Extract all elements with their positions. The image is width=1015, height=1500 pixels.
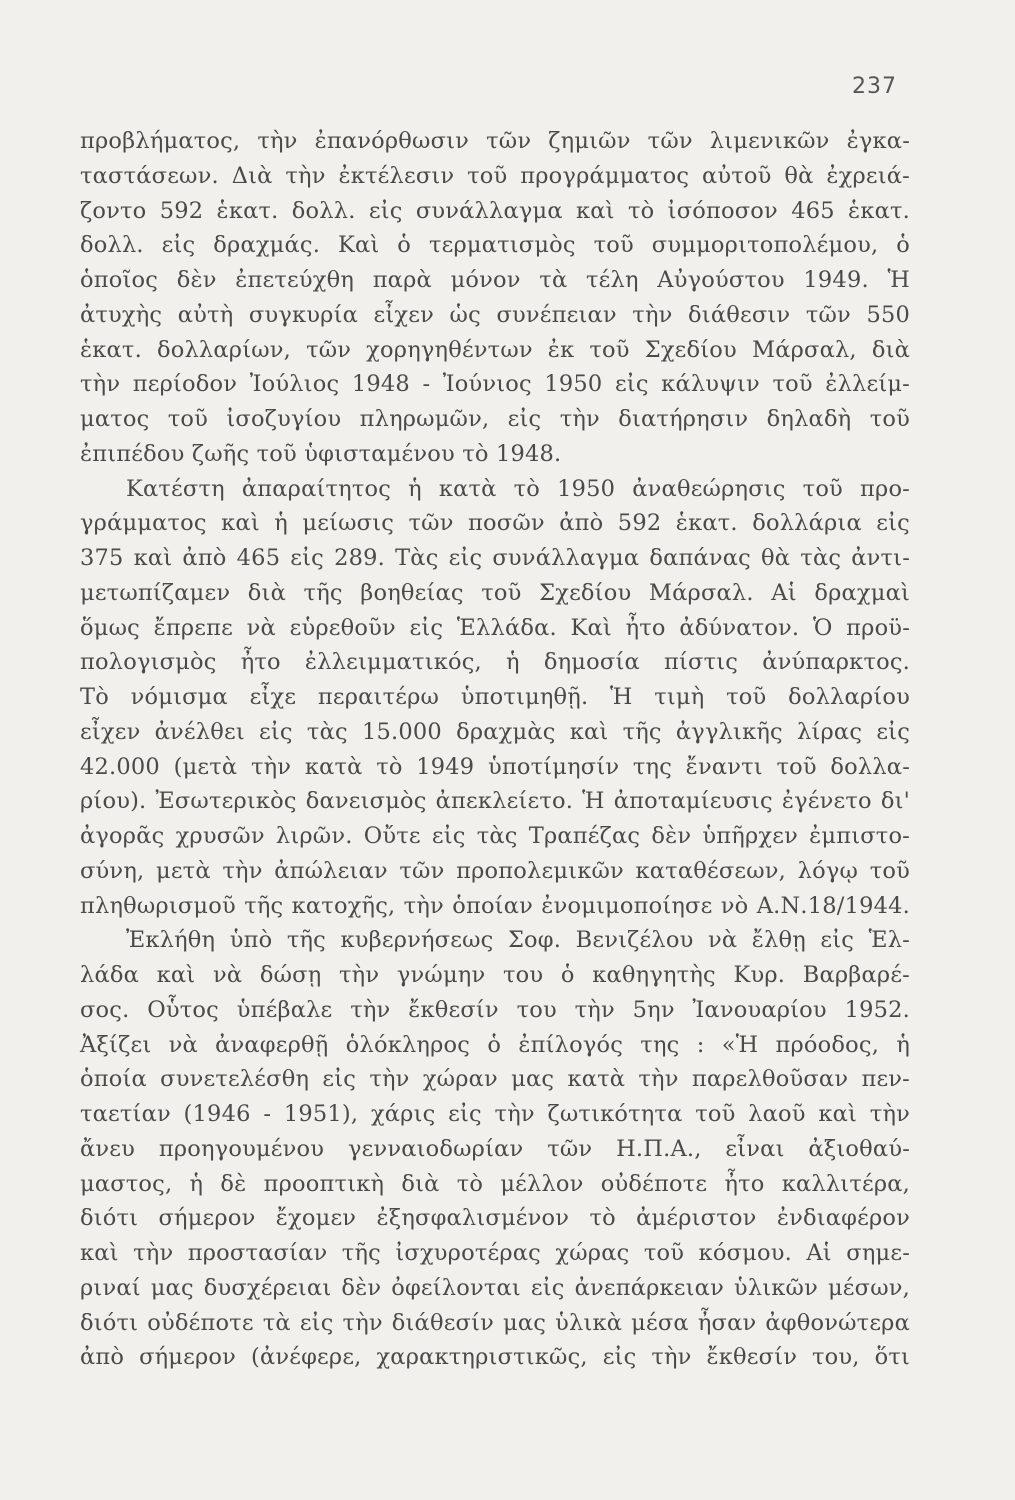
text-line: Τὸ νόμισμα εἶχε περαιτέρω ὑποτιμηθῇ. Ἡ τιμὴ τοῦ δολλαρίου xyxy=(80,684,910,710)
text-line: ὁποία συνετελέσθη εἰς τὴν χώραν μας κατὰ τὴν παρελθοῦσαν πεν- xyxy=(80,1066,910,1093)
text-line: σύνη, μετὰ τὴν ἀπώλειαν τῶν προπολεμικῶν καταθέσεων, λόγῳ τοῦ xyxy=(80,857,910,884)
text-line: μετωπίζαμεν διὰ τῆς βοηθείας τοῦ Σχεδίου Μάρσαλ. Αἱ δραχμαὶ xyxy=(80,579,910,606)
text-line: σος. Οὗτος ὑπέβαλε τὴν ἔκθεσίν του τὴν 5ην Ἰανουαρίου 1952. xyxy=(80,996,910,1023)
text-line: ἀγορᾶς χρυσῶν λιρῶν. Οὔτε εἰς τὰς Τραπέζας δὲν ὑπῆρχεν ἐμπιστο- xyxy=(80,823,910,849)
text-line: γράμματος καὶ ἡ μείωσις τῶν ποσῶν ἀπὸ 592 ἑκατ. δολλάρια εἰς xyxy=(80,510,910,537)
text-line: πληθωρισμοῦ τῆς κατοχῆς, τὴν ὁποίαν ἐνομιμοποίησε νὸ Α.Ν.18/1944. xyxy=(80,892,910,919)
text-line: τὴν περίοδον Ἰούλιος 1948 - Ἰούνιος 1950 εἰς κάλυψιν τοῦ ἐλλείμ- xyxy=(80,371,910,398)
text-line: 375 καὶ ἀπὸ 465 εἰς 289. Τὰς εἰς συνάλλαγμα δαπάνας θὰ τὰς ἀντι- xyxy=(80,545,910,571)
text-line: ἐπιπέδου ζωῆς τοῦ ὑφισταμένου τὸ 1948. xyxy=(80,440,562,467)
text-line: Κατέστη ἀπαραίτητος ἡ κατὰ τὸ 1950 ἀναθεώρησις τοῦ προ- xyxy=(126,475,910,502)
page-number: 237 xyxy=(852,74,897,99)
text-line: ματος τοῦ ἰσοζυγίου πληρωμῶν, εἰς τὴν διατήρησιν δηλαδὴ τοῦ xyxy=(80,406,910,432)
text-line: Ἐκλήθη ὑπὸ τῆς κυβερνήσεως Σοφ. Βενιζέλου νὰ ἔλθῃ εἰς Ἑλ- xyxy=(126,927,910,954)
text-line: δολλ. εἰς δραχμάς. Καὶ ὁ τερματισμὸς τοῦ συμμοριτοπολέμου, ὁ xyxy=(80,232,910,259)
text-line: Ἀξίζει νὰ ἀναφερθῇ ὁλόκληρος ὁ ἐπίλογός της : «Ἡ πρόοδος, ἡ xyxy=(80,1031,910,1058)
text-line: 42.000 (μετὰ τὴν κατὰ τὸ 1949 ὑποτίμησίν της ἔναντι τοῦ δολλα- xyxy=(80,753,910,780)
text-line: ἑκατ. δολλαρίων, τῶν χορηγηθέντων ἐκ τοῦ Σχεδίου Μάρσαλ, διὰ xyxy=(80,336,910,363)
text-line: ἄνευ προηγουμένου γενναιοδωρίαν τῶν Η.Π.Α., εἶναι ἀξιοθαύ- xyxy=(80,1135,910,1162)
text-line: ριναί μας δυσχέρειαι δὲν ὀφείλονται εἰς ἀνεπάρκειαν ὑλικῶν μέσων, xyxy=(80,1274,910,1301)
text-line: ὅμως ἔπρεπε νὰ εὑρεθοῦν εἰς Ἑλλάδα. Καὶ ἦτο ἀδύνατον. Ὁ προϋ- xyxy=(80,614,910,641)
text-line: διότι οὐδέποτε τὰ εἰς τὴν διάθεσίν μας ὑλικὰ μέσα ἦσαν ἀφθονώτερα xyxy=(80,1309,910,1336)
text-line: λάδα καὶ νὰ δώσῃ τὴν γνώμην του ὁ καθηγητὴς Κυρ. Βαρβαρέ- xyxy=(80,962,910,988)
text-line: ἀτυχὴς αὐτὴ συγκυρία εἶχεν ὡς συνέπειαν τὴν διάθεσιν τῶν 550 xyxy=(80,301,910,328)
text-line: ζοντο 592 ἑκατ. δολλ. εἰς συνάλλαγμα καὶ τὸ ἰσόποσον 465 ἑκατ. xyxy=(80,197,910,224)
text-line: μαστος, ἡ δὲ προοπτικὴ διὰ τὸ μέλλον οὐδέποτε ἦτο καλλιτέρα, xyxy=(80,1170,910,1197)
text-line: ρίου). Ἐσωτερικὸς δανεισμὸς ἀπεκλείετο. Ἡ ἀποταμίευσις ἐγένετο δι' xyxy=(80,788,910,815)
text-line: προβλήματος, τὴν ἐπανόρθωσιν τῶν ζημιῶν τῶν λιμενικῶν ἐγκα- xyxy=(80,128,910,154)
text-line: καὶ τὴν προστασίαν τῆς ἰσχυροτέρας χώρας τοῦ κόσμου. Αἱ σημε- xyxy=(80,1240,910,1266)
text-line: εἶχεν ἀνέλθει εἰς τὰς 15.000 δραχμὰς καὶ τῆς ἀγγλικῆς λίρας εἰς xyxy=(80,718,910,745)
text-line: πολογισμὸς ἦτο ἐλλειμματικός, ἡ δημοσία πίστις ἀνύπαρκτος. xyxy=(80,649,910,676)
text-line: ταστάσεων. Διὰ τὴν ἐκτέλεσιν τοῦ προγράμματος αὐτοῦ θὰ ἐχρειά- xyxy=(80,162,910,189)
text-line: διότι σήμερον ἔχομεν ἐξησφαλισμένον τὸ ἀμέριστον ἐνδιαφέρον xyxy=(80,1205,910,1232)
body-text xyxy=(80,124,910,1375)
text-line: ὁποῖος δὲν ἐπετεύχθη παρὰ μόνον τὰ τέλη Αὐγούστου 1949. Ἡ xyxy=(80,267,910,293)
text-line: ἀπὸ σήμερον (ἀνέφερε, χαρακτηριστικῶς, εἰς τὴν ἔκθεσίν του, ὅτι xyxy=(80,1344,910,1371)
text-line: ταετίαν (1946 - 1951), χάρις εἰς τὴν ζωτικότητα τοῦ λαοῦ καὶ τὴν xyxy=(80,1101,910,1127)
